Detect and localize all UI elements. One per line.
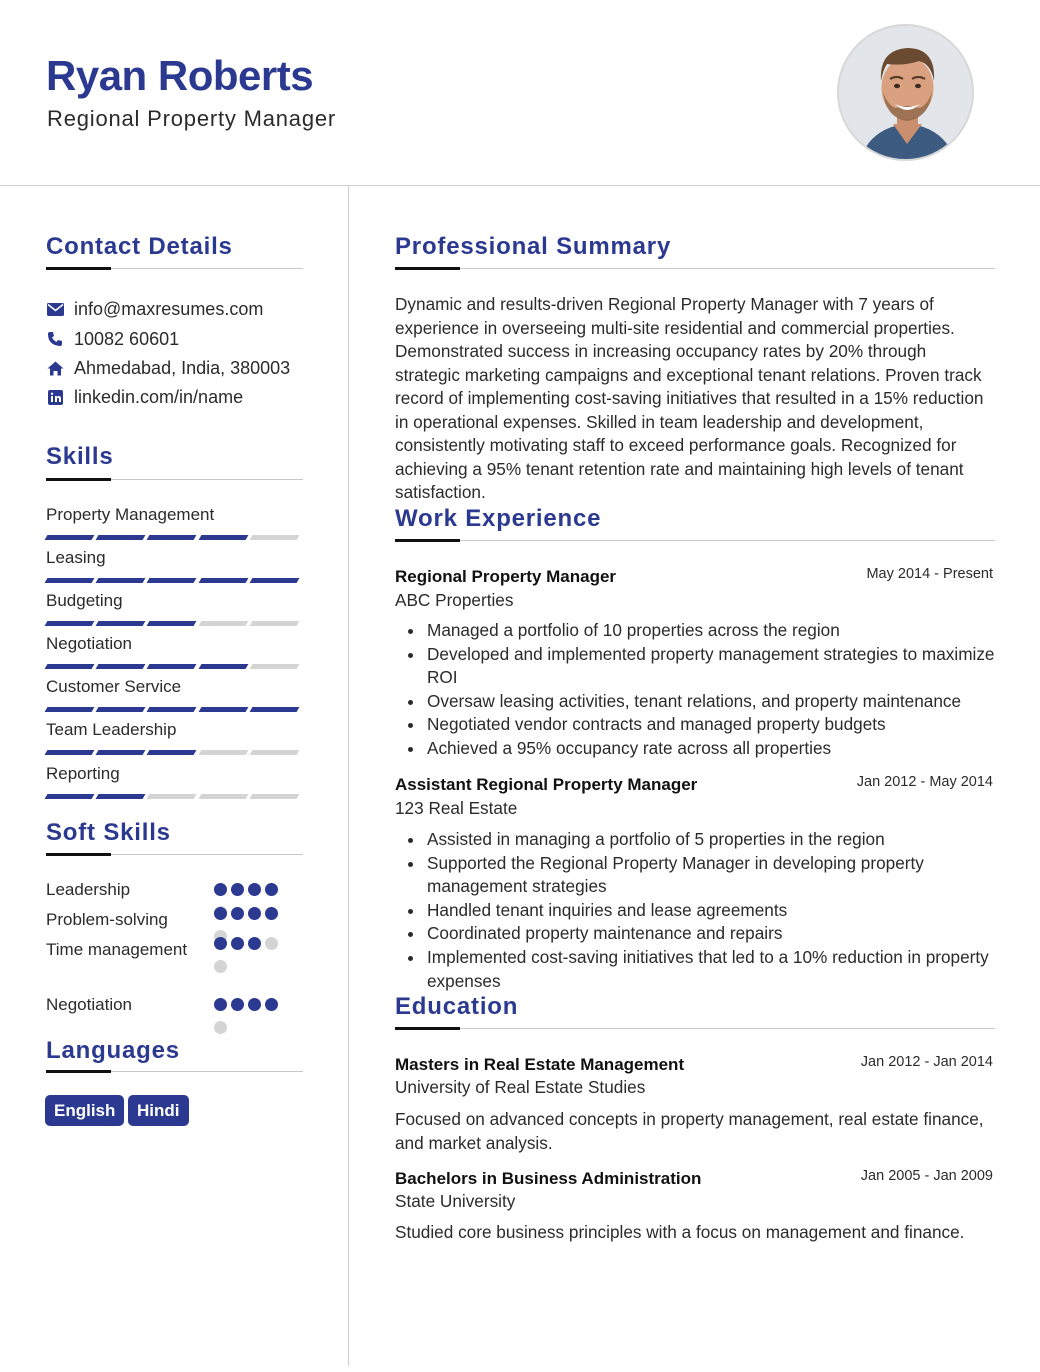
- skill-level-segment: [45, 578, 95, 583]
- language-badge: English: [45, 1095, 124, 1126]
- language-badge: Hindi: [128, 1095, 189, 1126]
- candidate-title: Regional Property Manager: [47, 106, 337, 131]
- skill-level-segment: [45, 750, 95, 755]
- degree-dates: Jan 2005 - Jan 2009: [860, 1168, 993, 1184]
- job-dates: Jan 2012 - May 2014: [856, 774, 993, 790]
- linkedin-icon: [46, 388, 64, 406]
- envelope-icon: [46, 300, 64, 318]
- skills-heading-rule: [46, 479, 303, 480]
- skill-level-bar: [46, 621, 302, 626]
- skill-level-segment: [147, 578, 197, 583]
- contact-email[interactable]: [46, 298, 263, 320]
- job-bullets: [427, 619, 997, 761]
- skill-level-segment: [96, 535, 146, 540]
- degree-description: Focused on advanced concepts in property management, real estate finance, and market analysis.: [395, 1109, 984, 1153]
- summary-heading: Professional Summary: [395, 233, 672, 260]
- rating-dot: [214, 883, 227, 896]
- column-divider: [348, 186, 349, 1366]
- job-bullet: Supported the Regional Property Manager in developing property management strategies: [427, 852, 997, 899]
- skill-label: Property Management: [46, 505, 215, 524]
- job-company: ABC Properties: [395, 590, 514, 610]
- summary-text: Dynamic and results-driven Regional Property Manager with 7 years of experience in overseeing multi-site residential and commercial properties. Demonstrated success in increasing occupancy rates by 20% through strategic marketing campaigns and exceptional tenant relations. Proven track record of implementing cost-saving initiatives that resulted in a 15% reduction in operational expenses. Skilled in team leadership and development, consistently motivating staff to exceed performance goals. Recognized for achieving a 95% tenant retention rate and maintaining high levels of tenant satisfaction.: [395, 294, 984, 502]
- school-name: University of Real Estate Studies: [395, 1077, 646, 1097]
- rating-dot: [248, 907, 261, 920]
- skill-level-segment: [249, 664, 299, 669]
- skill-level-segment: [249, 535, 299, 540]
- soft-skill-label: Problem-solving: [46, 910, 168, 929]
- profile-photo-illustration: [839, 26, 974, 161]
- languages-heading-rule: [46, 1071, 303, 1072]
- job-title: Assistant Regional Property Manager: [395, 775, 698, 794]
- skill-level-segment: [147, 707, 197, 712]
- rating-dot: [265, 883, 278, 896]
- job-dates: May 2014 - Present: [866, 566, 993, 582]
- job-bullet: Handled tenant inquiries and lease agreements: [427, 899, 997, 923]
- soft-skills-heading-rule: [46, 854, 303, 855]
- summary-heading-rule: [395, 268, 995, 269]
- skill-label: Reporting: [46, 764, 120, 783]
- skill-label: Negotiation: [46, 634, 133, 653]
- experience-heading: Work Experience: [395, 505, 602, 532]
- skill-level-segment: [147, 750, 197, 755]
- rating-dot: [214, 960, 227, 973]
- profile-photo: [837, 24, 974, 161]
- contact-linkedin[interactable]: [46, 386, 243, 408]
- rating-dot: [231, 937, 244, 950]
- home-icon: [46, 359, 64, 377]
- rating-dot: [214, 907, 227, 920]
- job-bullet: Implemented cost-saving initiatives that led to a 10% reduction in property expenses: [427, 946, 997, 993]
- candidate-name: Ryan Roberts: [46, 52, 314, 99]
- resume-header: [0, 0, 1040, 186]
- education-heading-rule: [395, 1028, 995, 1029]
- degree-title: Bachelors in Business Administration: [395, 1169, 702, 1188]
- contact-heading-rule: [46, 268, 303, 269]
- experience-heading-rule: [395, 540, 995, 541]
- skill-level-segment: [147, 535, 197, 540]
- skill-level-segment: [249, 621, 299, 626]
- job-bullets: [427, 828, 997, 993]
- skill-level-segment: [249, 578, 299, 583]
- degree-description: Studied core business principles with a focus on management and finance.: [395, 1222, 965, 1242]
- rating-dot: [248, 937, 261, 950]
- skill-level-segment: [198, 578, 248, 583]
- soft-skill-label: Leadership: [46, 880, 131, 899]
- soft-skill-rating: [214, 937, 290, 983]
- skill-level-bar: [46, 750, 302, 755]
- contact-address: [46, 357, 290, 379]
- soft-skills-heading: Soft Skills: [46, 819, 171, 846]
- skill-level-segment: [96, 664, 146, 669]
- skills-heading: Skills: [46, 443, 114, 470]
- phone-icon: [46, 330, 64, 348]
- soft-skill-label: Time management: [46, 940, 188, 959]
- skill-level-segment: [147, 794, 197, 799]
- skill-level-segment: [198, 750, 248, 755]
- skill-level-segment: [96, 621, 146, 626]
- rating-dot: [248, 998, 261, 1011]
- skill-level-segment: [198, 707, 248, 712]
- rating-dot: [231, 907, 244, 920]
- skill-level-segment: [45, 794, 95, 799]
- skill-level-segment: [198, 535, 248, 540]
- rating-dot: [231, 883, 244, 896]
- skill-label: Leasing: [46, 548, 106, 567]
- rating-dot: [248, 883, 261, 896]
- job-bullet: Coordinated property maintenance and repairs: [427, 922, 997, 946]
- skill-level-segment: [96, 707, 146, 712]
- skill-level-bar: [46, 707, 302, 712]
- rating-dot: [265, 937, 278, 950]
- job-company: 123 Real Estate: [395, 798, 518, 818]
- job-bullet: Managed a portfolio of 10 properties across the region: [427, 619, 997, 643]
- job-bullet: Negotiated vendor contracts and managed property budgets: [427, 713, 997, 737]
- skill-level-segment: [96, 794, 146, 799]
- rating-dot: [214, 1021, 227, 1034]
- rating-dot: [265, 998, 278, 1011]
- job-bullet: Oversaw leasing activities, tenant relations, and property maintenance: [427, 690, 997, 714]
- contact-phone[interactable]: [46, 328, 179, 350]
- skill-level-segment: [45, 535, 95, 540]
- soft-skill-label: Negotiation: [46, 995, 133, 1014]
- skill-level-bar: [46, 578, 302, 583]
- soft-skill-rating: [214, 998, 290, 1044]
- rating-dot: [265, 907, 278, 920]
- languages-heading: Languages: [46, 1037, 180, 1064]
- contact-address-text: Ahmedabad, India, 380003: [74, 357, 291, 378]
- contact-phone-text: 10082 60601: [74, 328, 180, 349]
- skill-level-bar: [46, 664, 302, 669]
- skill-label: Budgeting: [46, 591, 123, 610]
- education-heading: Education: [395, 993, 519, 1020]
- contact-linkedin-text: linkedin.com/in/name: [74, 386, 244, 407]
- rating-dot: [231, 998, 244, 1011]
- skill-level-segment: [45, 664, 95, 669]
- degree-dates: Jan 2012 - Jan 2014: [860, 1054, 993, 1070]
- skill-label: Team Leadership: [46, 720, 177, 739]
- contact-email-text: info@maxresumes.com: [74, 298, 264, 319]
- job-bullet: Achieved a 95% occupancy rate across all properties: [427, 737, 997, 761]
- skill-level-segment: [45, 621, 95, 626]
- skill-label: Customer Service: [46, 677, 182, 696]
- skill-level-bar: [46, 794, 302, 799]
- school-name: State University: [395, 1191, 516, 1211]
- job-title: Regional Property Manager: [395, 567, 617, 586]
- rating-dot: [214, 937, 227, 950]
- job-bullet: Developed and implemented property management strategies to maximize ROI: [427, 643, 997, 690]
- skill-level-bar: [46, 535, 302, 540]
- skill-level-segment: [147, 621, 197, 626]
- rating-dot: [214, 998, 227, 1011]
- skill-level-segment: [147, 664, 197, 669]
- skill-level-segment: [96, 578, 146, 583]
- skill-level-segment: [198, 794, 248, 799]
- skill-level-segment: [249, 794, 299, 799]
- degree-title: Masters in Real Estate Management: [395, 1055, 685, 1074]
- job-bullet: Assisted in managing a portfolio of 5 properties in the region: [427, 828, 997, 852]
- skill-level-segment: [45, 707, 95, 712]
- skill-level-segment: [96, 750, 146, 755]
- skill-level-segment: [198, 664, 248, 669]
- contact-heading: Contact Details: [46, 233, 233, 260]
- skill-level-segment: [249, 707, 299, 712]
- skill-level-segment: [198, 621, 248, 626]
- skill-level-segment: [249, 750, 299, 755]
